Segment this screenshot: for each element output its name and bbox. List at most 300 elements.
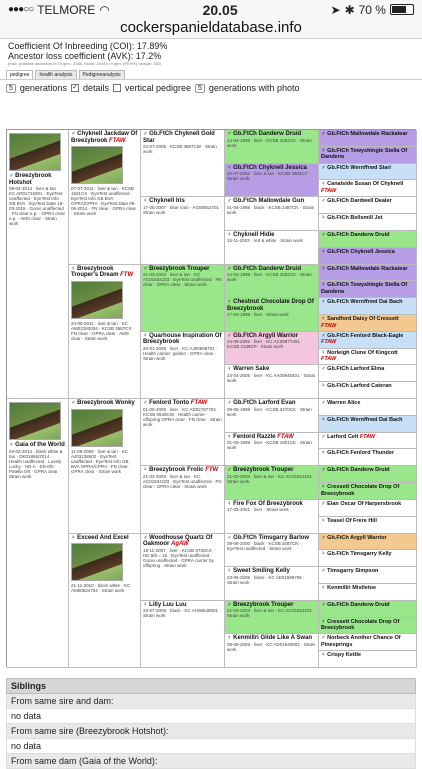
pedigree-dog-cell[interactable] bbox=[319, 349, 417, 366]
pedigree-dog-cell[interactable] bbox=[69, 130, 141, 265]
dog-name-link[interactable] bbox=[227, 635, 316, 642]
generation-2-column bbox=[69, 130, 141, 666]
pedigree-dog-cell[interactable] bbox=[225, 197, 319, 231]
dog-name: Norleigh Clune Of Kingcott bbox=[327, 349, 398, 356]
generation-4-column bbox=[225, 130, 319, 666]
dog-details: 20-01-2008 · liver · KC AJ00898701 · Health carrier: golden · GPRA clear · Strain work bbox=[143, 345, 218, 361]
female-icon: ♀ bbox=[321, 450, 328, 457]
dog-name-link[interactable] bbox=[227, 131, 316, 138]
dog-name-link[interactable] bbox=[321, 282, 414, 295]
sibling-value: no data bbox=[6, 709, 416, 724]
dog-name-link[interactable] bbox=[321, 602, 414, 609]
male-icon: ♂ bbox=[321, 265, 328, 272]
dog-details: 21-03-2003 · liver & tan · KC AC01534103 · Strain work bbox=[227, 473, 315, 484]
dog-name: Breezybrook Trouper's Dream bbox=[71, 265, 119, 279]
dog-name: Gb.FtCh Danderw Druid bbox=[327, 467, 390, 474]
photo-generations-label: generations with photo bbox=[208, 83, 300, 93]
pedigree-dog-cell[interactable] bbox=[225, 466, 319, 500]
pedigree-dog-cell[interactable] bbox=[319, 500, 417, 517]
dog-details: 07-07-2011 · liver & tan · KCSB 1631CX · EyeTest unaffected · EyeTest Info GB BVA GPRA/CPRA · EyeTest Date 09-06-2014 · FN clear · GPRA clear · Strain work bbox=[71, 186, 137, 217]
male-icon: ♂ bbox=[227, 332, 234, 339]
pedigree-dog-cell[interactable] bbox=[225, 298, 319, 332]
dog-name: Gb.FtCh Larford Cateran bbox=[327, 383, 392, 390]
tab-bar bbox=[6, 70, 416, 79]
dog-name: Exceed And Excel bbox=[77, 534, 129, 541]
dog-name-link[interactable] bbox=[321, 652, 414, 659]
dog-name-link[interactable] bbox=[321, 181, 414, 194]
dog-photo[interactable] bbox=[71, 409, 123, 447]
dog-photo[interactable] bbox=[9, 133, 61, 171]
dog-name-link[interactable] bbox=[321, 450, 414, 457]
dog-name: Gb.FtCh Argyll Warrior bbox=[327, 534, 387, 541]
pedigree-dog-cell[interactable] bbox=[319, 584, 417, 601]
dog-title: FTAW bbox=[321, 322, 337, 329]
dog-name-link[interactable] bbox=[143, 198, 222, 205]
siblings-section bbox=[6, 678, 416, 769]
pedigree-dog-cell[interactable] bbox=[141, 197, 225, 264]
dog-name-link[interactable] bbox=[143, 333, 222, 346]
male-icon: ♂ bbox=[321, 601, 328, 608]
pedigree-dog-cell[interactable] bbox=[141, 332, 225, 399]
dog-details: 21-03-2003 · liver & tan · KC AC01534103 · EyeTest unaffected · FN clear · GPRA clear · Strain work bbox=[143, 473, 222, 489]
pedigree-dog-cell[interactable] bbox=[319, 214, 417, 231]
dog-name-link[interactable] bbox=[321, 434, 414, 441]
dog-photo[interactable] bbox=[9, 402, 61, 440]
female-icon: ♀ bbox=[321, 282, 328, 289]
male-icon: ♂ bbox=[227, 534, 234, 541]
male-icon: ♂ bbox=[321, 164, 328, 171]
ios-status-bar bbox=[0, 0, 422, 39]
location-icon: ➤ bbox=[330, 2, 341, 17]
male-icon: ♂ bbox=[321, 131, 328, 137]
dog-name: Chestnut Chocolate Drop Of Breezybrook bbox=[227, 299, 314, 312]
dog-name: Kenmillri Mistletoe bbox=[327, 584, 377, 591]
female-icon: ♀ bbox=[143, 332, 150, 339]
dog-name: Larford Celt bbox=[327, 433, 359, 440]
pedigree-dog-cell[interactable] bbox=[225, 567, 319, 601]
pedigree-dog-cell[interactable] bbox=[319, 517, 417, 534]
male-icon: ♂ bbox=[321, 433, 328, 440]
dog-title: FTW bbox=[205, 467, 219, 474]
tab-health-analysis[interactable]: health analysis bbox=[35, 70, 76, 79]
male-icon: ♂ bbox=[227, 265, 234, 272]
female-icon: ♀ bbox=[321, 416, 328, 423]
generations-select[interactable]: 5 bbox=[6, 84, 16, 93]
sibling-label: From same sire and dam: bbox=[6, 694, 416, 709]
wifi-icon: ◠ bbox=[99, 2, 110, 17]
female-icon: ♀ bbox=[227, 164, 234, 171]
dog-details: 17-05-2001 · liver · Strain work bbox=[227, 507, 289, 513]
dog-name: Gb.FtCh Danderw Druid bbox=[327, 231, 390, 238]
pedigree-dog-cell[interactable] bbox=[319, 416, 417, 433]
dog-name: Breezybrook Frolic bbox=[149, 467, 204, 474]
female-icon: ♀ bbox=[227, 433, 234, 440]
pedigree-dog-cell[interactable] bbox=[225, 534, 319, 568]
dog-details: 24-04-2005 · liver · KC AA00948401 · Strain work bbox=[227, 372, 316, 383]
dog-name: Gb.FtCh Larford Elma bbox=[327, 366, 385, 373]
female-icon: ♀ bbox=[71, 265, 78, 272]
dog-title: AgAW bbox=[171, 541, 189, 548]
sibling-label: From same sire (Breezybrook Hotshot): bbox=[6, 724, 416, 739]
pedigree-dog-cell[interactable] bbox=[225, 130, 319, 164]
male-icon: ♂ bbox=[227, 131, 234, 137]
carrier: TELMORE bbox=[37, 2, 96, 17]
dog-name: Gb.FtCh Wernffrwd Dai Bach bbox=[327, 416, 403, 423]
pedigree-dog-cell[interactable] bbox=[7, 399, 69, 668]
pedigree-dog-cell[interactable] bbox=[319, 601, 417, 618]
pedigree-table bbox=[6, 129, 416, 667]
dog-title: FTW bbox=[120, 272, 134, 279]
female-icon: ♀ bbox=[227, 231, 234, 238]
dog-name-link[interactable] bbox=[321, 232, 414, 239]
dog-name-link[interactable] bbox=[321, 266, 414, 273]
dog-name: Chyknell Iris bbox=[149, 198, 185, 205]
male-icon: ♂ bbox=[321, 231, 328, 238]
dog-details: 14-04-1999 · liver · KCSB 2592CK · Strain work bbox=[227, 272, 312, 283]
pedigree-dog-cell[interactable] bbox=[319, 298, 417, 315]
female-icon: ♀ bbox=[143, 198, 150, 205]
dog-name-link[interactable] bbox=[71, 266, 138, 279]
pedigree-dog-cell[interactable] bbox=[225, 365, 319, 399]
pedigree-dog-cell[interactable] bbox=[319, 449, 417, 466]
dog-details: 21-03-2003 · liver & tan · KC AC01534103 · Strain work bbox=[227, 608, 315, 619]
dog-name: Fenlord Tonto bbox=[149, 400, 190, 406]
dog-name-link[interactable] bbox=[227, 198, 316, 205]
dog-name-link[interactable] bbox=[321, 518, 414, 525]
female-icon: ♀ bbox=[321, 383, 328, 390]
pedigree-dog-cell[interactable] bbox=[225, 164, 319, 198]
vertical-checkbox[interactable] bbox=[113, 84, 121, 92]
dog-name: Gb.FtCh Mallowdale Rackatear bbox=[327, 265, 408, 272]
pedigree-dog-cell[interactable] bbox=[225, 332, 319, 366]
dog-name: Teasel Of Frere Hill bbox=[327, 517, 377, 524]
pedigree-dog-cell[interactable] bbox=[319, 483, 417, 500]
pedigree-dog-cell[interactable] bbox=[319, 651, 417, 668]
pedigree-dog-cell[interactable] bbox=[319, 180, 417, 197]
dog-photo[interactable] bbox=[71, 281, 123, 319]
dog-name-link[interactable] bbox=[227, 467, 316, 474]
female-icon: ♀ bbox=[9, 442, 16, 448]
dog-name: Cressett Chocolate Drop Of Breezybrook bbox=[321, 484, 400, 497]
dog-name-link[interactable] bbox=[321, 299, 414, 306]
generation-5-column bbox=[319, 130, 417, 666]
dog-name-link[interactable] bbox=[321, 551, 414, 558]
dog-name: Sweet Smiling Kelly bbox=[233, 568, 290, 575]
female-icon: ♀ bbox=[227, 568, 234, 575]
dog-details: 01-06-1999 · liver · KCSB 1601CK · Strain work bbox=[227, 440, 312, 451]
pedigree-dog-cell[interactable] bbox=[141, 466, 225, 533]
female-icon: ♀ bbox=[143, 601, 150, 608]
dog-name: Gb.FtCh Chyknell Jessica bbox=[233, 164, 307, 171]
male-icon: ♂ bbox=[321, 332, 328, 339]
dog-details: 01-06-2005 · liver · KC AD02787704 · KCSB 0548CW · Health carrier · offspring GPRA clear · FN clear · Strain work bbox=[143, 406, 222, 427]
dog-name-link[interactable] bbox=[321, 484, 414, 497]
pedigree-dog-cell[interactable] bbox=[141, 130, 225, 197]
dog-name-link[interactable] bbox=[143, 467, 222, 474]
dog-name-link[interactable] bbox=[321, 215, 414, 222]
dog-details: 24-09-2011 · liver & tan · KC AM02283004 · KCSB 3687CX · FN clear · GPRA clear · AMS clear · Strain work bbox=[71, 320, 135, 341]
dog-name: Fenlord Razzle bbox=[233, 433, 276, 440]
dog-title: FTAW bbox=[190, 400, 208, 406]
dog-name: Elan Oscar Of Harpersbrook bbox=[327, 500, 402, 507]
dog-name: Cressett Chocolate Drop Of Breezybrook bbox=[321, 618, 400, 632]
dog-name-link[interactable] bbox=[321, 165, 414, 172]
dog-name-link[interactable] bbox=[143, 400, 222, 407]
pedigree-dog-cell[interactable] bbox=[319, 433, 417, 450]
dog-name: Fire Fox Of Breezybrook bbox=[233, 500, 303, 507]
pedigree-dog-cell[interactable] bbox=[319, 534, 417, 551]
tab-pedigreeanalysis[interactable]: Pedigreeanalysis bbox=[79, 70, 125, 79]
vertical-label: vertical pedigree bbox=[124, 83, 192, 93]
coi-block bbox=[0, 39, 422, 68]
pedigree-dog-cell[interactable] bbox=[141, 534, 225, 601]
dog-name: Chyknell Jackdaw Of Breezybrook bbox=[71, 131, 138, 144]
dog-name-link[interactable] bbox=[321, 316, 414, 329]
generation-1-column bbox=[7, 130, 69, 666]
female-icon: ♀ bbox=[321, 484, 328, 491]
pedigree-dog-cell[interactable] bbox=[69, 399, 141, 534]
dog-photo[interactable] bbox=[71, 146, 123, 184]
dog-name: Gaia of the World bbox=[15, 442, 65, 448]
dog-name: Gb.FtCh Chyknell Jessica bbox=[327, 248, 395, 255]
dog-name: Crispy Kettle bbox=[327, 652, 362, 659]
dog-name-link[interactable] bbox=[321, 568, 414, 575]
dog-name-link[interactable] bbox=[227, 266, 316, 273]
dog-name-link[interactable] bbox=[143, 131, 222, 144]
dog-name-link[interactable] bbox=[227, 568, 316, 575]
dog-name: Breezybrook Wonky bbox=[77, 400, 135, 406]
dog-name: Gb.FtCh Danderw Druid bbox=[233, 131, 302, 137]
pedigree-dog-cell[interactable] bbox=[319, 634, 417, 651]
dog-name-link[interactable] bbox=[9, 442, 66, 449]
clock: 20.05 bbox=[202, 1, 238, 18]
female-icon: ♀ bbox=[321, 181, 328, 188]
male-icon: ♂ bbox=[227, 198, 234, 205]
dog-title: FTAW bbox=[321, 339, 337, 346]
dog-details: 14-04-1999 · liver · KCSB 2592CK · Strain work bbox=[227, 137, 312, 148]
dog-name-link[interactable] bbox=[321, 249, 414, 256]
dog-name-link[interactable] bbox=[321, 619, 414, 632]
dog-details: 24-08-2002 · liver · KC AC00977401 · KCSB 2169CP · Strain work bbox=[227, 339, 303, 350]
dog-name-link[interactable] bbox=[143, 266, 222, 273]
dog-name: Gb.FtCh Timsgarry Barlow bbox=[233, 534, 310, 541]
dog-title: FTAW bbox=[277, 433, 294, 440]
dog-title: FTAW bbox=[321, 356, 337, 363]
pedigree-dog-cell[interactable] bbox=[225, 265, 319, 299]
female-icon: ♀ bbox=[321, 315, 328, 322]
dog-name: Gb.FtCh Chyknell Gold Star bbox=[143, 131, 215, 144]
dog-details: 08-06-2005 · liver · KC AD01640802 · Strain work bbox=[227, 641, 316, 652]
dog-name-link[interactable] bbox=[321, 148, 414, 161]
dog-details: 11-09-2009 · liver & tan · KC AJ03138602 · EyeTest unaffected · EyeTest Info GB BVA GPRA/CPRA · FN clear · GPRA clear · Strain work bbox=[71, 448, 131, 474]
dog-name: Chyknell Hidie bbox=[233, 231, 275, 238]
pedigree-dog-cell[interactable] bbox=[319, 248, 417, 265]
dog-name: Gb.FtCh Bellsmill Jet bbox=[327, 215, 383, 222]
dog-details: 17-04-1999 · liver · Strain work bbox=[227, 312, 289, 318]
dog-name-link[interactable] bbox=[321, 333, 414, 346]
dog-name: Timsgarry Simpson bbox=[327, 568, 379, 575]
male-icon: ♂ bbox=[227, 601, 234, 608]
pedigree-dog-cell[interactable] bbox=[141, 399, 225, 466]
pedigree-dog-cell[interactable] bbox=[319, 265, 417, 282]
signal-icon: ●●●○○ bbox=[8, 4, 34, 15]
female-icon: ♀ bbox=[143, 467, 150, 474]
dog-name-link[interactable] bbox=[321, 417, 414, 424]
male-icon: ♂ bbox=[321, 299, 328, 306]
pedigree-dog-cell[interactable] bbox=[319, 231, 417, 248]
dog-details: 23-06-2005 · black · KC AE01596705 · Strain work bbox=[227, 574, 305, 585]
pedigree-dog-cell[interactable] bbox=[319, 130, 417, 147]
female-icon: ♀ bbox=[321, 147, 328, 154]
dog-details: 22-07-2005 · KCSB 3687CW · Strain work bbox=[143, 144, 217, 155]
dog-name: Gb.FtCh Mallowdale Rackatear bbox=[327, 131, 408, 137]
dog-name-link[interactable] bbox=[321, 131, 414, 138]
pedigree-dog-cell[interactable] bbox=[225, 500, 319, 534]
pedigree-dog-cell[interactable] bbox=[225, 433, 319, 467]
dog-name-link[interactable] bbox=[227, 366, 316, 373]
pedigree-dog-cell[interactable] bbox=[319, 315, 417, 332]
male-icon: ♂ bbox=[9, 173, 16, 179]
dog-name: Lilly Luu Luu bbox=[149, 601, 187, 608]
male-icon: ♂ bbox=[143, 400, 150, 406]
dog-name: Norbeck Another Chance Of Pinesprings bbox=[321, 635, 401, 648]
pedigree-dog-cell[interactable] bbox=[319, 281, 417, 298]
pedigree-controls bbox=[0, 79, 422, 96]
dog-name-link[interactable] bbox=[227, 333, 316, 340]
dog-details: 17-05-2007 · blue roan · AG00652701 · Strain work bbox=[143, 204, 222, 215]
dog-name: Sandford Daisy Of Cressett bbox=[327, 315, 399, 322]
photo-generations-select[interactable]: 5 bbox=[195, 84, 205, 93]
dog-name: Breezybrook Hotshot bbox=[9, 173, 52, 186]
pedigree-dog-cell[interactable] bbox=[319, 197, 417, 214]
dog-name-link[interactable] bbox=[143, 602, 222, 609]
dog-name: Gb.FtCh Towyshingle Stella Of Danderw bbox=[321, 147, 408, 161]
dog-details: 01-06-1998 · black · KCSB 2487CN · Strain work bbox=[227, 204, 315, 215]
dog-name-link[interactable] bbox=[227, 299, 316, 312]
dog-name: Canalside Susan Of Chyknell bbox=[327, 181, 404, 188]
pedigree-dog-cell[interactable] bbox=[7, 130, 69, 399]
dog-name: Kenmillri Glide Like A Swan bbox=[233, 635, 313, 642]
dog-details: 23-07-2009 · black · KC AH06548501 · Strain work bbox=[143, 608, 221, 619]
dog-name-link[interactable] bbox=[227, 501, 316, 508]
pedigree-dog-cell[interactable] bbox=[319, 399, 417, 416]
pedigree-dog-cell[interactable] bbox=[141, 601, 225, 668]
female-icon: ♀ bbox=[71, 534, 78, 541]
dog-name-link[interactable] bbox=[321, 198, 414, 205]
pedigree-dog-cell[interactable] bbox=[319, 567, 417, 584]
dog-name: Gb.FtCh Argyll Warrior bbox=[233, 332, 299, 339]
dog-name-link[interactable] bbox=[227, 602, 316, 609]
dog-name-link[interactable] bbox=[321, 366, 414, 373]
dog-name: Quarhouse Inspiration Of Breezybrook bbox=[143, 332, 222, 346]
dog-name-link[interactable] bbox=[71, 400, 138, 407]
pedigree-dog-cell[interactable] bbox=[319, 365, 417, 382]
dog-name-link[interactable] bbox=[321, 501, 414, 508]
dog-name: Gb.FtCh Danderw Druid bbox=[233, 265, 302, 272]
dog-details: 09-06-2000 · black · KCSB 3087CN · EyeTest unaffected · Strain work bbox=[227, 541, 302, 552]
pedigree-dog-cell[interactable] bbox=[319, 550, 417, 567]
dog-name-link[interactable] bbox=[227, 165, 316, 172]
pedigree-dog-cell[interactable] bbox=[225, 601, 319, 635]
pedigree-dog-cell[interactable] bbox=[225, 231, 319, 265]
tab-pedigree[interactable]: pedigree bbox=[6, 70, 33, 79]
dog-name: Breezybrook Trouper bbox=[149, 265, 210, 272]
dog-details: 21-03-2003 · liver & tan · KC AC01534103 · EyeTest unaffected · FN clear · GPRA clear · Strain work bbox=[143, 272, 222, 288]
dog-details: 09-06-1999 · liver · KCSB 3470CK · Strain work bbox=[227, 406, 312, 417]
male-icon: ♂ bbox=[321, 366, 328, 373]
male-icon: ♂ bbox=[143, 131, 150, 137]
male-icon: ♂ bbox=[321, 400, 328, 406]
dog-name-link[interactable] bbox=[9, 173, 66, 186]
dog-details: 21-11-2010 · black white · KC AM00624704 · Strain work bbox=[71, 583, 131, 594]
dog-name-link[interactable] bbox=[227, 535, 316, 542]
sibling-label: From same dam (Gaia of the World): bbox=[6, 754, 416, 769]
female-icon: ♀ bbox=[227, 366, 234, 373]
battery-label: 70 % bbox=[358, 2, 386, 17]
dog-name: Gb.FtCh Danderw Druid bbox=[327, 601, 390, 608]
url-bar[interactable]: cockerspanieldatabase.info bbox=[120, 19, 302, 36]
dog-name-link[interactable] bbox=[227, 232, 316, 239]
male-icon: ♂ bbox=[321, 467, 328, 474]
dog-name-link[interactable] bbox=[143, 535, 222, 548]
dog-name-link[interactable] bbox=[71, 131, 138, 144]
dog-name-link[interactable] bbox=[321, 383, 414, 390]
female-icon: ♀ bbox=[321, 551, 328, 558]
male-icon: ♂ bbox=[321, 534, 328, 541]
male-icon: ♂ bbox=[227, 467, 234, 474]
female-icon: ♀ bbox=[321, 215, 328, 222]
dog-name-link[interactable] bbox=[321, 350, 414, 363]
female-icon: ♀ bbox=[227, 299, 234, 306]
dog-photo[interactable] bbox=[71, 543, 123, 581]
dog-name: Gb.FtCh Wernffrwd Siarl bbox=[327, 164, 391, 171]
female-icon: ♀ bbox=[321, 517, 328, 524]
female-icon: ♀ bbox=[321, 618, 328, 625]
pedigree-dog-cell[interactable] bbox=[69, 534, 141, 669]
pedigree-dog-cell[interactable] bbox=[319, 618, 417, 635]
pedigree-dog-cell[interactable] bbox=[141, 265, 225, 332]
dog-title: FTAW bbox=[109, 137, 126, 144]
female-icon: ♀ bbox=[227, 635, 234, 642]
dog-title: FTAW bbox=[321, 188, 337, 195]
dog-name-link[interactable] bbox=[321, 585, 414, 592]
male-icon: ♂ bbox=[71, 131, 78, 137]
dog-name-link[interactable] bbox=[227, 434, 316, 441]
dog-name-link[interactable] bbox=[321, 400, 414, 407]
female-icon: ♀ bbox=[321, 584, 328, 591]
pedigree-dog-cell[interactable] bbox=[319, 466, 417, 483]
pedigree-dog-cell[interactable] bbox=[319, 147, 417, 164]
dog-name: Woodhouse Quartz Of Oakmoor bbox=[143, 534, 213, 548]
dog-name-link[interactable] bbox=[71, 535, 138, 542]
dog-details: 09-04-2014 · liver & tan · KC AR01719301 · EyeTest unaffected · EyeTest Info GB BVA · EyeTest Date 18-03-2015 · Gonio unaffected · FN clear e.p. · GPRA clear e.p. · AMS clear · Strain work bbox=[9, 186, 66, 227]
pedigree-dog-cell[interactable] bbox=[69, 265, 141, 400]
pedigree-dog-cell[interactable] bbox=[319, 164, 417, 181]
male-icon: ♂ bbox=[321, 568, 328, 575]
dog-name-link[interactable] bbox=[321, 467, 414, 474]
dog-name-link[interactable] bbox=[227, 400, 316, 407]
male-icon: ♂ bbox=[321, 635, 328, 642]
sibling-value: no data bbox=[6, 739, 416, 754]
pedigree-dog-cell[interactable] bbox=[225, 634, 319, 668]
dog-name-link[interactable] bbox=[321, 535, 414, 542]
pedigree-dog-cell[interactable] bbox=[319, 382, 417, 399]
pedigree-dog-cell[interactable] bbox=[319, 332, 417, 349]
generations-label: generations bbox=[19, 83, 67, 93]
pedigree-dog-cell[interactable] bbox=[225, 399, 319, 433]
dog-name-link[interactable] bbox=[321, 635, 414, 648]
details-checkbox[interactable]: ✓ bbox=[72, 84, 78, 91]
